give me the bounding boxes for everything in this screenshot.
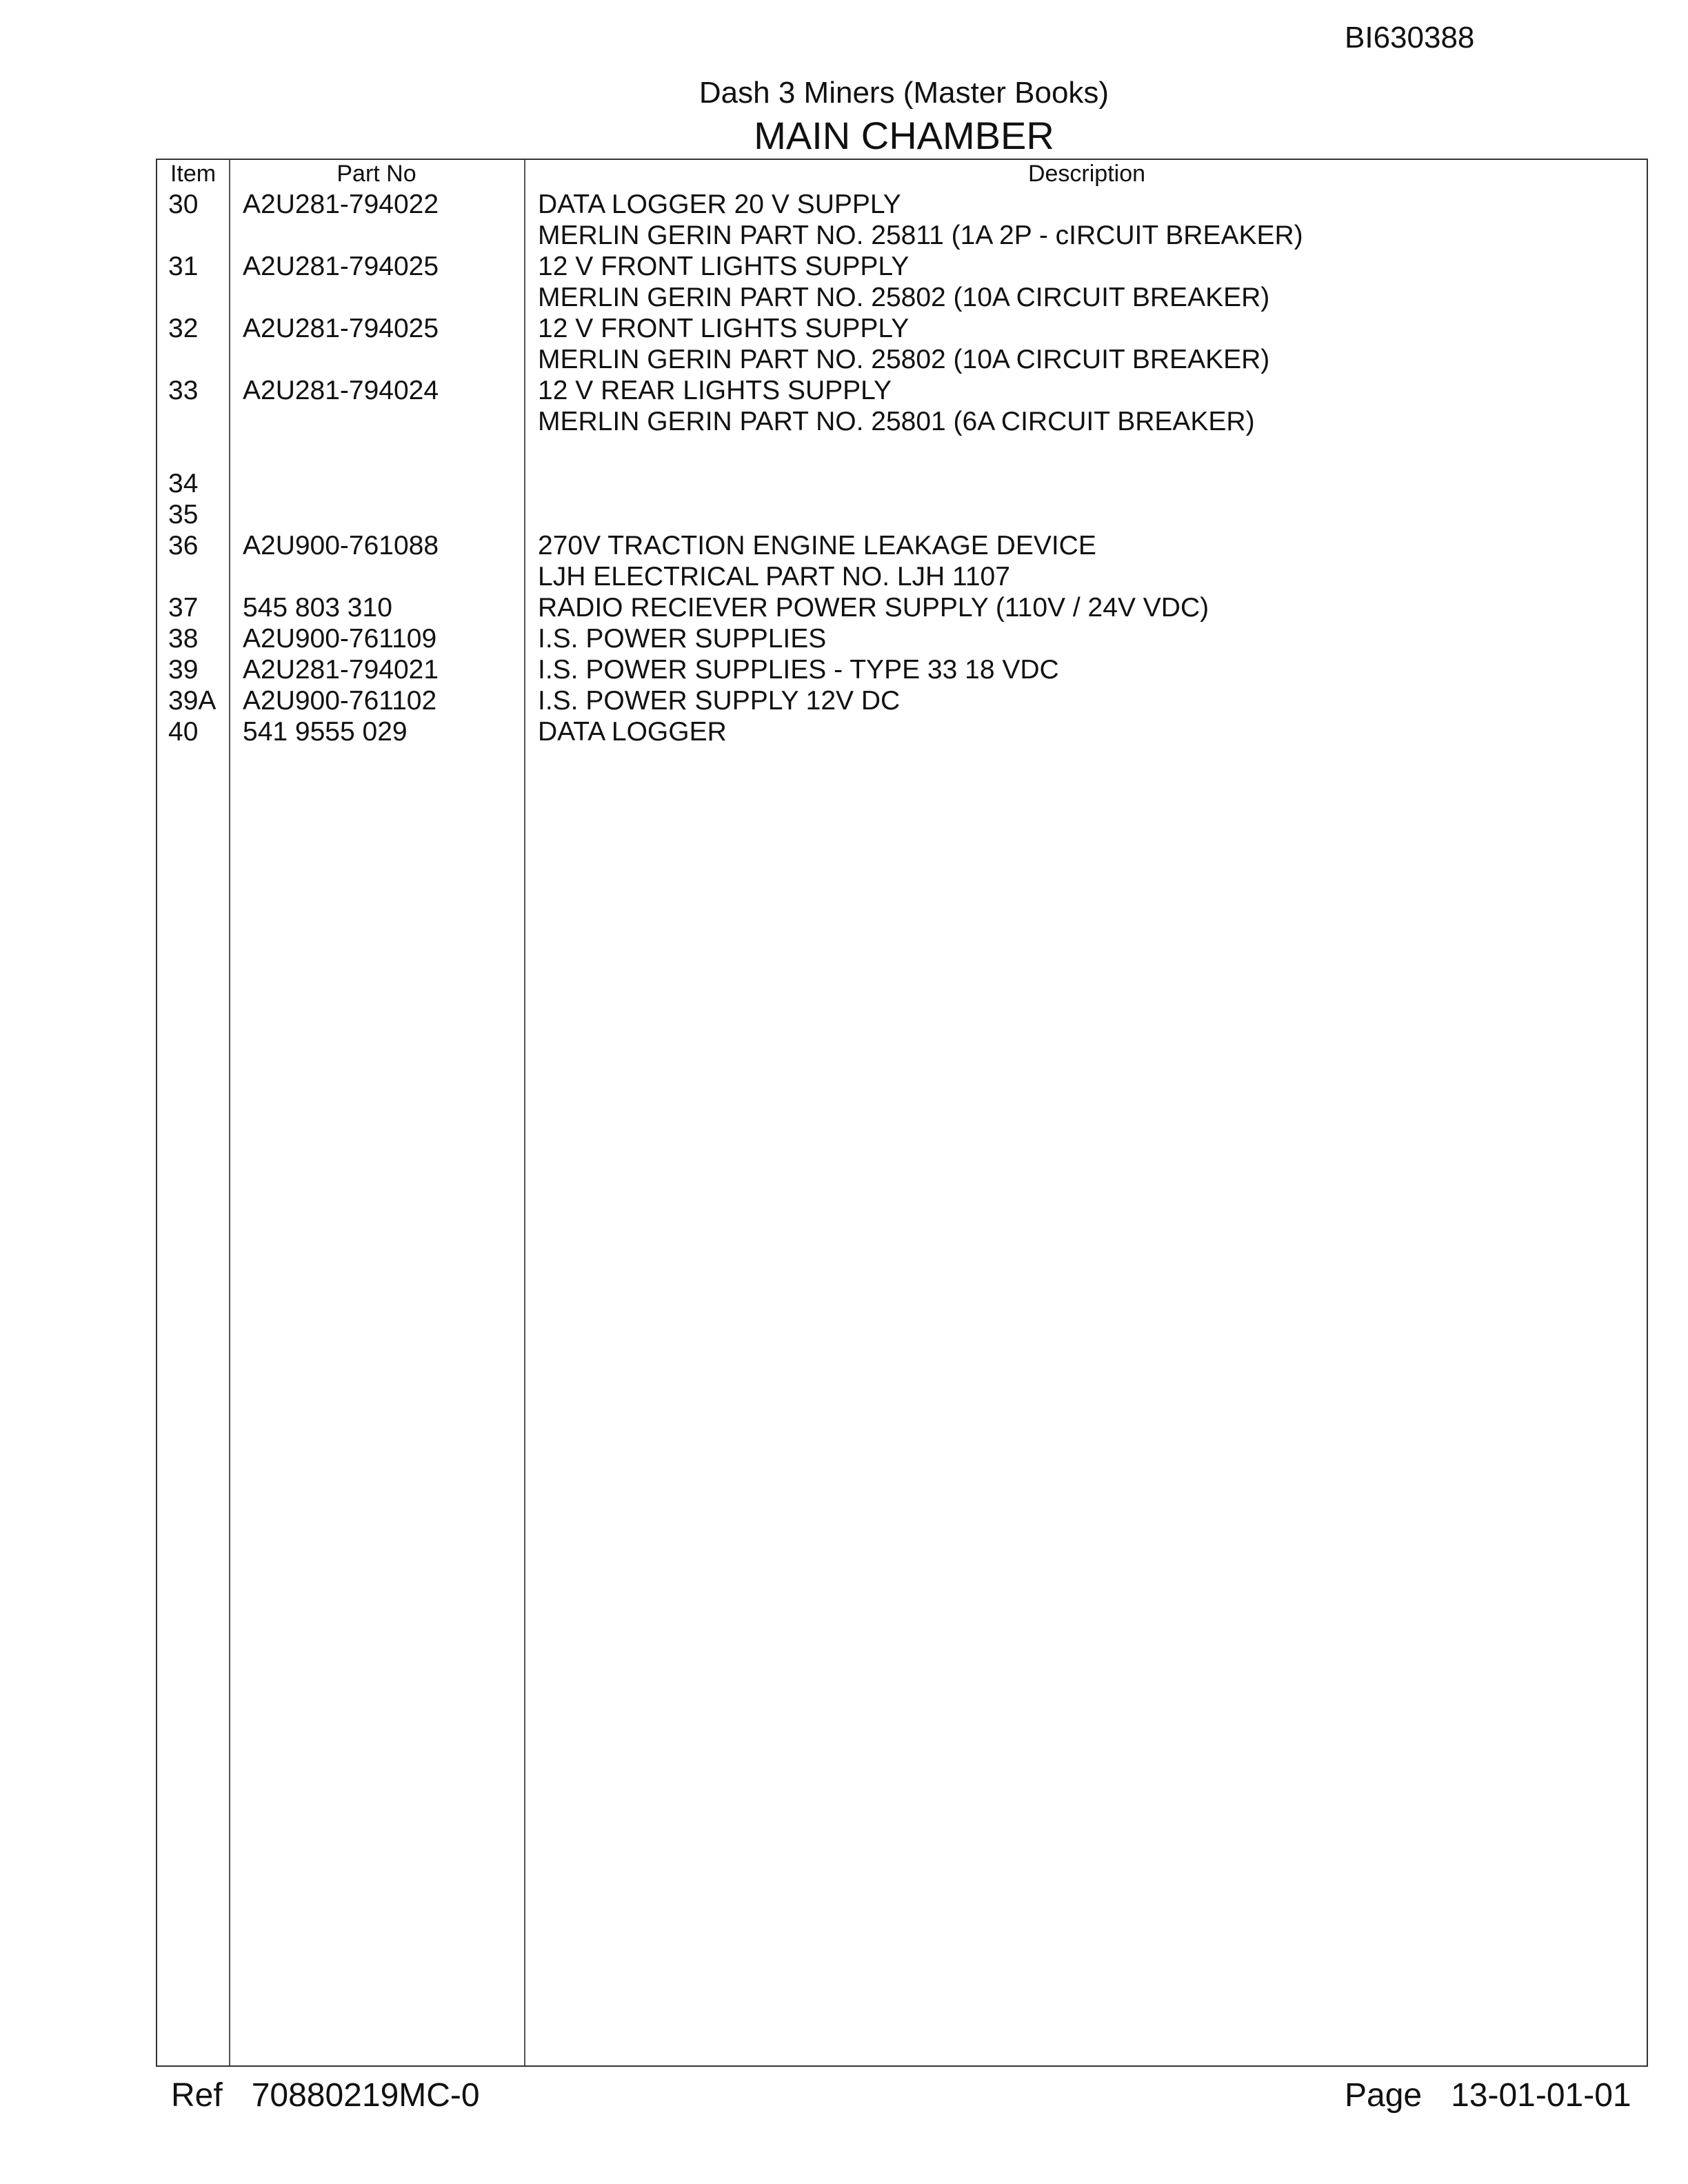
description-line: 12 V FRONT LIGHTS SUPPLY [538, 252, 910, 281]
item-number: 40 [168, 717, 199, 747]
table-row [157, 189, 1647, 251]
part-number: A2U900-761102 [243, 686, 437, 716]
part-number: 545 803 310 [243, 593, 392, 623]
description [538, 685, 1634, 716]
description [538, 468, 1634, 499]
document-title: MAIN CHAMBER [754, 114, 1054, 157]
part-number: A2U281-794025 [243, 252, 439, 281]
description [538, 499, 1634, 530]
description [538, 592, 1634, 623]
table-row [157, 685, 1647, 716]
table-row [157, 251, 1647, 313]
item-number: 32 [168, 314, 199, 343]
document-subtitle: Dash 3 Miners (Master Books) [699, 76, 1109, 110]
footer-reference [171, 2076, 509, 2114]
column-header-item: Item [170, 161, 217, 187]
description-line: MERLIN GERIN PART NO. 25802 (10A CIRCUIT BREAKER) [538, 283, 1270, 312]
part-number: A2U900-761109 [243, 624, 437, 654]
description-line: MERLIN GERIN PART NO. 25811 (1A 2P - cIRCUIT BREAKER) [538, 221, 1303, 250]
part-number: A2U281-794022 [243, 190, 439, 219]
item-number: 30 [168, 190, 199, 219]
page-label: Page [1345, 2077, 1423, 2114]
description-line: LJH ELECTRICAL PART NO. LJH 1107 [538, 562, 1010, 592]
table-row [157, 654, 1647, 685]
table-row [157, 375, 1647, 468]
description [538, 189, 1634, 251]
description-line: DATA LOGGER 20 V SUPPLY [538, 190, 901, 219]
item-number: 35 [168, 500, 199, 529]
description-line: 12 V FRONT LIGHTS SUPPLY [538, 314, 910, 343]
description-line: I.S. POWER SUPPLIES - TYPE 33 18 VDC [538, 655, 1059, 685]
description-line: RADIO RECIEVER POWER SUPPLY (110V / 24V VDC) [538, 593, 1209, 623]
table-row [157, 499, 1647, 530]
column-header-part-no: Part No [336, 161, 416, 187]
table-row [157, 592, 1647, 623]
description-line: 12 V REAR LIGHTS SUPPLY [538, 376, 892, 405]
description-line: 270V TRACTION ENGINE LEAKAGE DEVICE [538, 531, 1096, 560]
description-line: MERLIN GERIN PART NO. 25802 (10A CIRCUIT BREAKER) [538, 345, 1270, 374]
item-number: 33 [168, 376, 199, 405]
part-number: A2U900-761088 [243, 531, 439, 560]
parts-table [156, 159, 1648, 2067]
table-body [157, 189, 1647, 747]
item-number: 38 [168, 624, 199, 654]
table-row [157, 530, 1647, 592]
ref-value: 70880219MC-0 [251, 2077, 480, 2114]
description [538, 375, 1634, 468]
item-number: 37 [168, 593, 199, 623]
ref-label: Ref [171, 2077, 223, 2114]
item-number: 34 [168, 469, 199, 498]
description [538, 530, 1634, 592]
description [538, 623, 1634, 654]
table-row [157, 623, 1647, 654]
description-line: I.S. POWER SUPPLY 12V DC [538, 686, 901, 716]
description-line: DATA LOGGER [538, 717, 727, 747]
table-row [157, 716, 1647, 747]
description [538, 313, 1634, 375]
document-code: BI630388 [1345, 21, 1475, 54]
column-header-description: Description [1027, 161, 1146, 187]
table-row [157, 468, 1647, 499]
footer-page [1345, 2076, 1660, 2114]
table-row [157, 313, 1647, 375]
item-number: 36 [168, 531, 199, 560]
description-line [538, 468, 1634, 499]
description [538, 716, 1634, 747]
item-number: 39A [168, 686, 217, 716]
item-number: 31 [168, 252, 199, 281]
description-line: MERLIN GERIN PART NO. 25801 (6A CIRCUIT BREAKER) [538, 407, 1255, 436]
description-line [538, 437, 1634, 468]
item-number: 39 [168, 655, 199, 685]
part-number: A2U281-794021 [243, 655, 439, 685]
part-number: 541 9555 029 [243, 717, 408, 747]
part-number: A2U281-794024 [243, 376, 439, 405]
description-line: I.S. POWER SUPPLIES [538, 624, 827, 654]
part-number: A2U281-794025 [243, 314, 439, 343]
description [538, 654, 1634, 685]
description-line [538, 499, 1634, 530]
description [538, 251, 1634, 313]
page-value: 13-01-01-01 [1451, 2077, 1631, 2114]
